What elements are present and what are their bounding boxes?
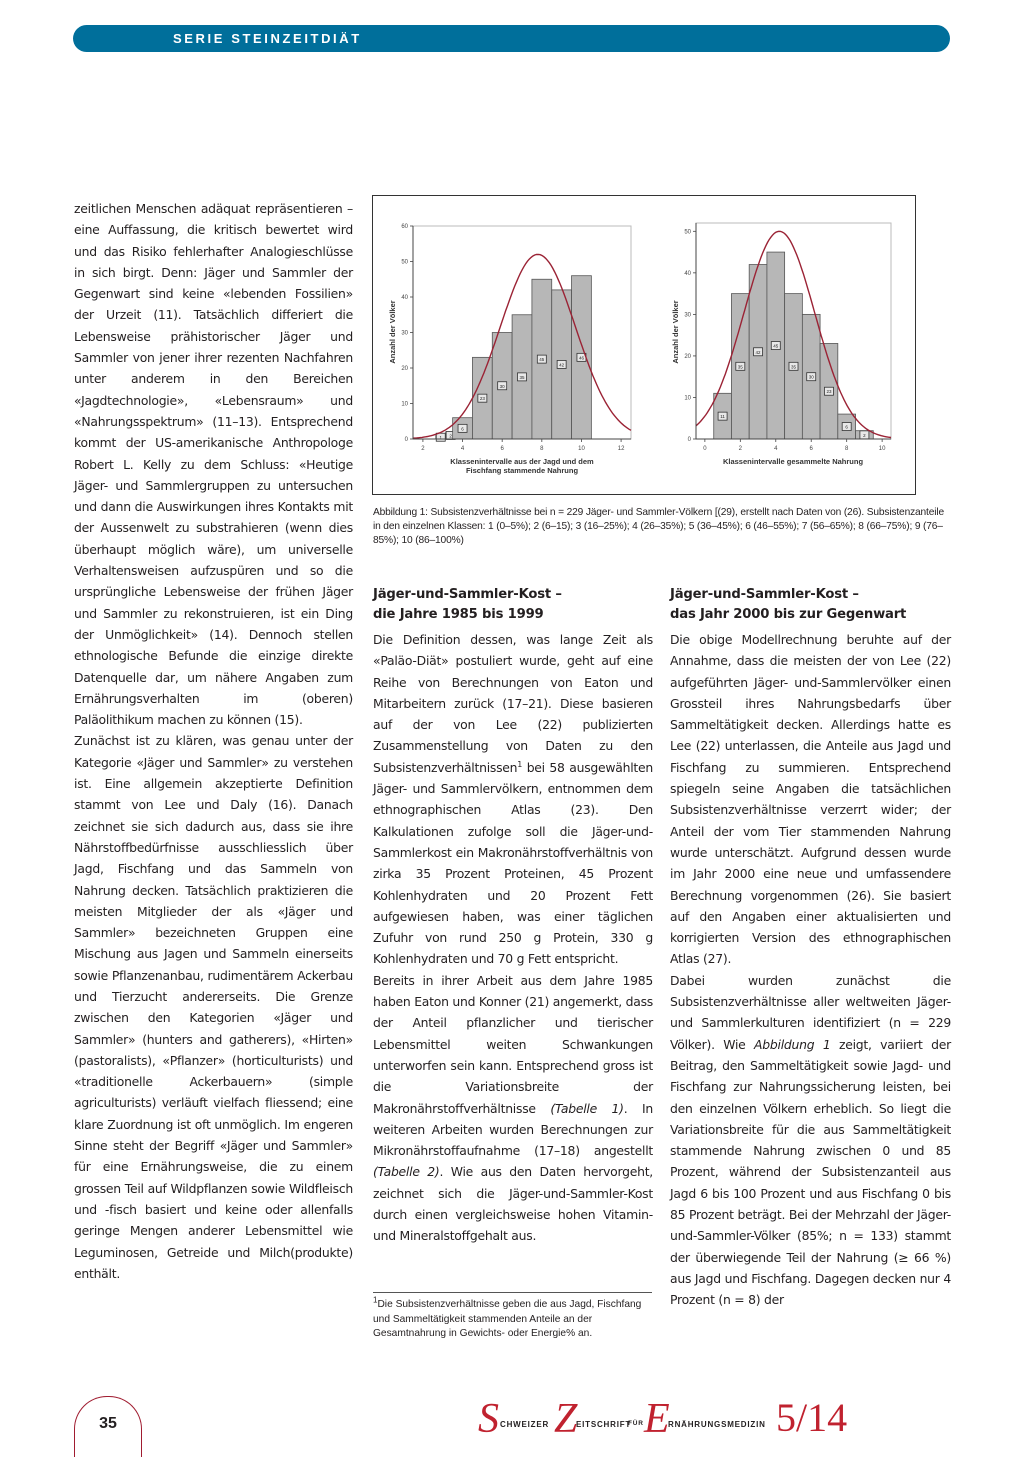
svg-text:4: 4: [774, 446, 778, 452]
svg-text:10: 10: [878, 446, 886, 452]
svg-text:40: 40: [684, 270, 691, 277]
svg-text:11: 11: [720, 414, 725, 420]
svg-text:0: 0: [703, 446, 707, 452]
paragraph: Die obige Modellrechnung beruhte auf der Annahme, dass die meisten der von Lee (22) aufgeführten Jäger- und-Sammlervölker einen Grossteil ihres Nahrungsbedarfs über Sammeltätigkeit decken. Allerdings hatte es Lee (22) unterlassen, die Anteile aus Jagd und Fischfang zu summieren. Entsprechend spiegeln seine Angaben die tatsächlichen Subsistenzverhältnisse verzerrt wider; der Anteil der vom Tier stammenden Nahrung wurde unterschätzt. Aufgrund dessen wurde im Jahr 2000 eine neue und umfassendere Berechnung vorgenommen (26). Sie basiert auf den Angaben einer aktualisierten und korrigierten Version des ethnographischen Atlas (27).: [670, 632, 951, 967]
svg-text:50: 50: [684, 229, 691, 236]
svg-text:6: 6: [461, 426, 464, 432]
svg-text:23: 23: [826, 389, 832, 395]
svg-text:60: 60: [401, 224, 408, 230]
svg-text:Anzahl der Völker: Anzahl der Völker: [388, 300, 397, 364]
svg-text:40: 40: [401, 295, 408, 301]
svg-text:30: 30: [808, 374, 814, 380]
journal-logo: S CHWEIZER Z EITSCHRIFT FÜR E RNÄHRUNGSMEDIZIN 5/14: [478, 1395, 848, 1442]
svg-text:45: 45: [539, 357, 545, 363]
svg-text:0: 0: [404, 437, 408, 443]
page-number: 35: [99, 1415, 117, 1432]
svg-text:10: 10: [401, 401, 408, 408]
section-heading-2000-present: Jäger-und-Sammler-Kost – das Jahr 2000 bis zur Gegenwart: [670, 587, 907, 622]
issue-number: 5/14: [776, 1395, 848, 1440]
column-2: [373, 585, 653, 1247]
svg-text:0: 0: [687, 437, 691, 443]
svg-text:1: 1: [439, 435, 443, 441]
figure-caption: Abbildung 1: Subsistenzverhältnisse bei n = 229 Jäger- und Sammler-Völkern [(29), erstellt nach Daten von (26). Subsistenzanteile in den einzelnen Klassen: 1 (0–5%); 2 (6–15); 3 (16–25%); 4 (26–35%); 5 (36–45%); 6 (46–55%); 7 (56–65%); 8 (66–75%); 9 (76–85%); 10 (86–100%): [373, 507, 944, 546]
svg-text:2: 2: [449, 433, 452, 439]
svg-text:2: 2: [863, 432, 866, 438]
paragraph: Die Definition dessen, was lange Zeit als «Paläo-Diät» postuliert wurde, geht auf eine Reihe von Berechnungen von Eaton und Mitarbeitern zurück (17–21). Diese basieren auf der von Lee (22) publizierten Zusammenstellung von Daten zu den Subsistenzverhältnissen$^1$ bei 58 ausgewählten Jäger- und Sammlervölkern, entnommen dem ethnographischen Atlas (23). Den Kalkulationen zufolge soll die Jäger-und-Sammlerkost ein Makronährstoffverhältnis von zirka 35 Prozent Proteinen, 45 Prozent Kohlenhydraten und 20 Prozent Fett aufgewiesen haben, was einer täglichen Zufuhr von rund 250 g Protein, 330 g Kohlenhydraten und 70 g Fett entspricht.: [373, 632, 653, 967]
paragraph: Dabei wurden zunächst die Subsistenzverhältnisse aller weltweiten Jäger- und Sammlerkulturen identifiziert (n = 229 Völker). Wie Abbildung 1 zeigt, variiert der Beitrag, den Sammeltätigkeit sowie Jagd- und Fischfang zur Nahrungssicherung leisten, bei den einzelnen Völkern erheblich. So liegt die Variationsbreite für die aus Sammeltätigkeit stammende Nahrung zwischen 0 und 85 Prozent, während der Subsistenzanteil aus Jagd 6 bis 100 Prozent und aus Fischfang 0 bis 85 Prozent beträgt. Bei der Mehrzahl der Jäger-und-Sammler-Völker (85%; n = 133) stammt der überwiegende Teil der Nahrung (≥ 66 %) aus Jagd und Fischfang. Dagegen decken nur 4 Prozent (n = 8) der: [670, 972, 951, 1308]
footnote-ref: 1: [517, 759, 523, 769]
svg-text:Fischfang stammende Nahrung: Fischfang stammende Nahrung: [465, 466, 579, 475]
svg-text:23: 23: [479, 396, 485, 402]
svg-text:42: 42: [559, 362, 565, 368]
chart-gathering: [671, 223, 891, 466]
figure-1: [372, 195, 916, 495]
column-1: [74, 198, 353, 1284]
svg-text:Klassenintervalle gesammelte N: Klassenintervalle gesammelte Nahrung: [722, 457, 864, 466]
svg-text:4: 4: [460, 446, 465, 452]
svg-text:12: 12: [617, 446, 625, 452]
svg-text:Anzahl der Völker: Anzahl der Völker: [671, 300, 680, 364]
svg-text:20: 20: [401, 366, 408, 372]
svg-text:20: 20: [684, 353, 691, 360]
svg-text:2: 2: [738, 446, 742, 452]
table-reference: (Tabelle 1): [550, 1100, 624, 1116]
svg-text:35: 35: [790, 364, 797, 370]
footnote: $^1$Die Subsistenzverhältnisse geben die aus Jagd, Fischfang und Sammeltätigkeit stammenden Anteile an der Gesamtnahrung in Gewichts- oder Energie% an.: [373, 1295, 642, 1339]
svg-text:6: 6: [809, 446, 813, 452]
figure-reference: Abbildung 1: [754, 1036, 831, 1052]
svg-text:10: 10: [684, 395, 691, 402]
svg-text:8: 8: [845, 446, 849, 452]
svg-text:30: 30: [499, 383, 505, 389]
svg-text:35: 35: [519, 374, 525, 380]
histogram-charts: [373, 196, 915, 494]
svg-text:10: 10: [578, 446, 585, 452]
paragraph: Zunächst ist zu klären, was genau unter der Kategorie «Jäger und Sammler» zu verstehen ist. Eine allgemein akzeptierte Definition stammt von Lee und Daly (16). Danach zeichnet sie sich dadurch aus, dass sie ihre Nährstoffbedürfnisse ausschliesslich über Jagd, Fischfang und das Sammeln von Nahrung decken. Tatsächlich praktizieren die meisten Mitglieder der als «Jäger und Sammler» bezeichneten Gruppen eine Mischung aus Jagen und Sammeln einerseits sowie Pflanzenanbau, rudimentärem Ackerbau und Tierzucht andererseits. Die Grenze zwischen den Kategorien «Jäger und Sammler» (hunters and gatherers), «Hirten» (pastoralists), «Pflanzer» (horticulturists) und «traditionelle Ackerbauern» (simple agriculturists) verläuft vielfach fliessend; eine klare Zuordnung ist oft unmöglich. Im engeren Sinne steht der Begriff «Jäger und Sammler» für eine Ernährungsweise, die zu einem grossen Teil auf Wildpflanzen sowie Wildfleisch und -fisch basiert und keine oder allenfalls geringe Mengen anderer Lebensmittel wie Leguminosen, Getreide und Milch(produkte) enthält.: [74, 733, 353, 1281]
svg-text:42: 42: [755, 349, 761, 355]
table-reference: (Tabelle 2): [373, 1164, 440, 1180]
svg-text:6: 6: [500, 446, 504, 452]
svg-text:50: 50: [401, 259, 408, 266]
svg-text:46: 46: [578, 355, 584, 361]
section-heading-1985-1999: Jäger-und-Sammler-Kost – die Jahre 1985 bis 1999: [373, 587, 562, 622]
svg-text:45: 45: [773, 343, 779, 349]
series-header-bar: [73, 25, 950, 52]
paragraph: zeitlichen Menschen adäquat repräsentieren – eine Auffassung, die kritisch bewertet wird und das Risiko fehlerhafter Analogieschlüsse in sich birgt. Denn: Jäger und Sammler der Gegenwart sind keine «lebenden Fossilien» der Urzeit (11). Tatsächlich differiert die Lebensweise prähistorischer Jäger und Sammler von jener ihrer rezenten Nachfahren unter anderem in den Bereichen «Jagdtechnologie», «Lebensraum» und «Nahrungsspektrum» (11–13). Entsprechend kommt der US-amerikanische Anthropologe Robert L. Kelly zu dem Schluss: «Heutige Jäger- und Sammlergruppen zu untersuchen und dann die Auswirkungen ihres Kontakts mit der Aussenwelt zu substrahieren (wenn dies überhaupt möglich wäre), um universelle Verhaltensweisen aufzuspüren und so die ursprüngliche Lebensweise der frühen Jäger und Sammler zu rekonstruieren, ist ein Ding der Unmöglichkeit» (14). Dennoch stellen ethnologische Befunde die einzige direkte Datenquelle dar, um nähere Angaben zum Ernährungsverhalten im (oberen) Paläolithikum machen zu können (15).: [74, 201, 353, 728]
svg-text:8: 8: [540, 446, 544, 452]
paragraph: Bereits in ihrer Arbeit aus dem Jahre 1985 haben Eaton und Konner (21) angemerkt, dass der Anteil pflanzlicher und tierischer Lebensmittel weiten Schwankungen unterworfen sein kann. Entsprechend gross ist die Variationsbreite der Makronährstoffverhältnisse (Tabelle 1). In weiteren Arbeiten wurden Berechnungen zur Mikronährstoffaufnahme (17–18) angestellt (Tabelle 2). Wie aus den Daten hervorgeht, zeichnet sich die Jäger-und-Sammler-Kost durch einen vergleichsweise hohen Vitamin- und Mineralstoffgehalt aus.: [373, 972, 653, 1244]
svg-text:30: 30: [684, 312, 691, 319]
footnote-divider: [373, 1292, 652, 1293]
chart-hunting-fishing: [388, 224, 631, 475]
column-3: [670, 585, 951, 1311]
svg-text:2: 2: [421, 446, 425, 452]
series-label: SERIE STEINZEITDIÄT: [173, 31, 362, 46]
svg-text:35: 35: [737, 364, 743, 370]
svg-text:Klassenintervalle aus der Jagd: Klassenintervalle aus der Jagd und dem: [450, 457, 594, 466]
svg-text:30: 30: [401, 330, 408, 337]
svg-text:6: 6: [845, 424, 848, 430]
